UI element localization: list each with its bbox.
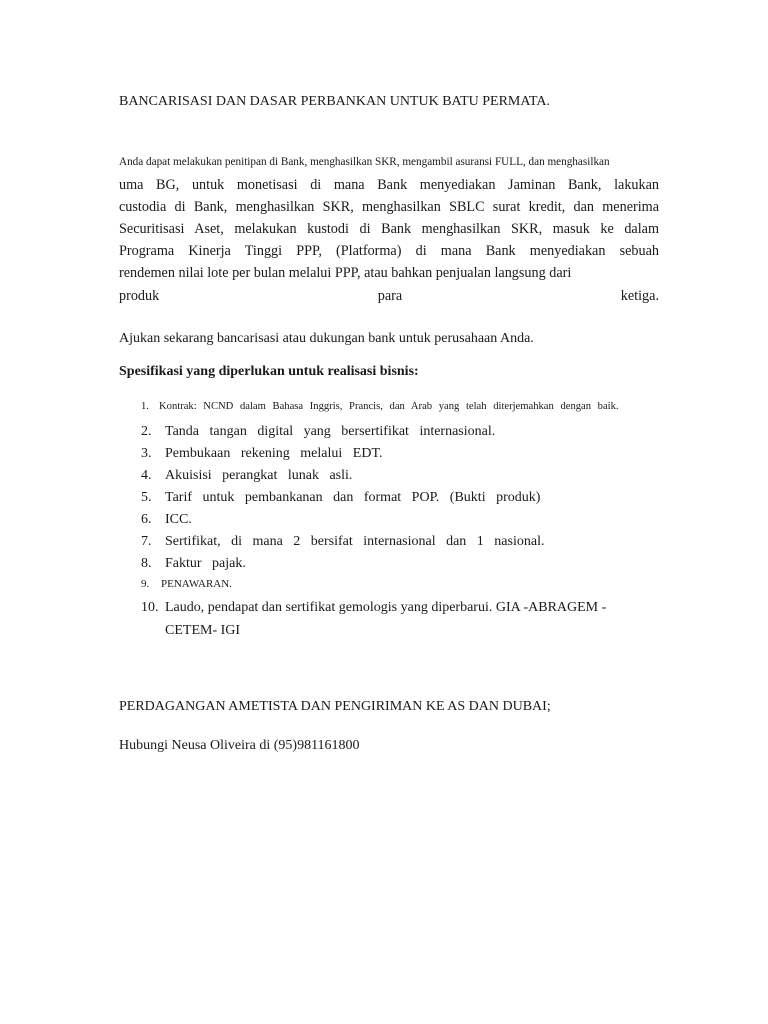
intro-line: Securitisasi Aset, melakukan kustodi di Bank menghasilkan SKR, masuk ke dalam <box>119 221 659 237</box>
intro-line: uma BG, untuk monetisasi di mana Bank menyediakan Jaminan Bank, lakukan <box>119 177 659 193</box>
list-item-text: Tanda tangan digital yang bersertifikat internasional. <box>165 424 496 439</box>
list-item-text: Laudo, pendapat dan sertifikat gemologis yang diperbarui. GIA -ABRAGEM - <box>165 600 607 615</box>
list-item-text: ICC. <box>165 512 192 527</box>
list-item <box>141 556 246 572</box>
list-item <box>141 401 619 412</box>
list-item <box>141 578 232 590</box>
call-to-action: Ajukan sekarang bancarisasi atau dukungan bank untuk perusahaan Anda. <box>119 331 534 346</box>
list-item-text: Pembukaan rekening melalui EDT. <box>165 446 383 461</box>
list-item <box>141 424 495 440</box>
list-item-text: PENAWARAN. <box>161 578 232 590</box>
list-item-text: Tarif untuk pembankanan dan format POP. (Bukti produk) <box>165 490 541 505</box>
list-item-text: Kontrak: NCND dalam Bahasa Inggris, Prancis, dan Arab yang telah diterjemahkan dengan baik. <box>159 401 619 412</box>
list-item-text: Faktur pajak. <box>165 556 246 571</box>
intro-line: produk para ketiga. <box>119 288 659 304</box>
list-item <box>141 600 606 616</box>
list-item <box>141 534 544 550</box>
intro-line: rendemen nilai lote per bulan melalui PPP, atau bahkan penjualan langsung dari <box>119 265 572 281</box>
intro-line: Programa Kinerja Tinggi PPP, (Platforma) di mana Bank menyediakan sebuah <box>119 243 659 259</box>
list-item-text: Akuisisi perangkat lunak asli. <box>165 468 353 483</box>
document-title: BANCARISASI DAN DASAR PERBANKAN UNTUK BATU PERMATA. <box>119 94 550 109</box>
list-item-number: 2. <box>141 424 152 439</box>
list-item-number: 10. <box>141 600 159 615</box>
list-item <box>141 512 192 528</box>
spec-heading: Spesifikasi yang diperlukan untuk realisasi bisnis: <box>119 364 419 379</box>
list-item <box>141 468 352 484</box>
trade-heading: PERDAGANGAN AMETISTA DAN PENGIRIMAN KE AS DAN DUBAI; <box>119 699 551 714</box>
intro-first-line: Anda dapat melakukan penitipan di Bank, menghasilkan SKR, mengambil asuransi FULL, dan menghasilkan <box>119 156 610 168</box>
list-item-number: 8. <box>141 556 152 571</box>
list-item <box>141 446 382 462</box>
intro-line: custodia di Bank, menghasilkan SKR, menghasilkan SBLC surat kredit, dan menerima <box>119 199 659 215</box>
list-item-number: 7. <box>141 534 152 549</box>
list-item-continuation: CETEM- IGI <box>165 623 241 638</box>
list-item-number: 1. <box>141 401 149 412</box>
list-item-number: 3. <box>141 446 152 461</box>
list-item-number: 5. <box>141 490 152 505</box>
contact-line: Hubungi Neusa Oliveira di (95)981161800 <box>119 738 360 753</box>
list-item-number: 6. <box>141 512 152 527</box>
list-item-number: 9. <box>141 578 150 590</box>
list-item <box>141 490 540 506</box>
list-item-number: 4. <box>141 468 152 483</box>
list-item-text: Sertifikat, di mana 2 bersifat internasional dan 1 nasional. <box>165 534 545 549</box>
